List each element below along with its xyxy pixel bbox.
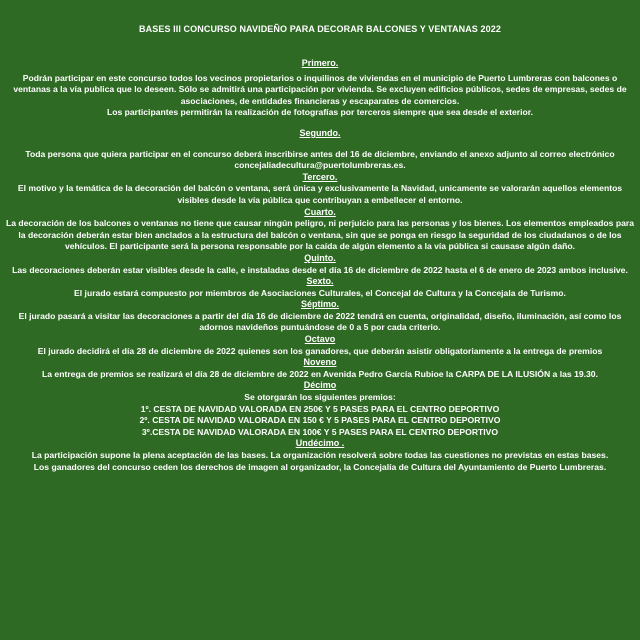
prize-first: 1º. CESTA DE NAVIDAD VALORADA EN 250€ Y 5 PASES PARA EL CENTRO DEPORTIVO xyxy=(140,403,500,414)
section-heading: Séptimo. xyxy=(300,299,339,310)
section-noveno xyxy=(4,357,636,380)
section-sexto xyxy=(4,276,636,299)
section-primero xyxy=(4,58,636,119)
section-heading: Cuarto. xyxy=(304,206,336,217)
section-paragraph: Los ganadores del concurso ceden los derechos de imagen al organizador, la Concejalía de Cultura del Ayuntamiento de Puerto Lumbreras. xyxy=(33,461,607,472)
section-heading: Undécimo . xyxy=(295,438,345,449)
section-cuarto xyxy=(4,207,636,253)
section-undecimo xyxy=(4,438,636,473)
section-quinto xyxy=(4,253,636,276)
section-septimo xyxy=(4,299,636,334)
section-tercero xyxy=(4,172,636,207)
section-decimo xyxy=(4,380,636,438)
section-paragraph: La decoración de los balcones o ventanas no tiene que causar ningún peligro, ni perjuicio para las personas y los bienes. Los elementos empleados para la decoración deberán estar bien anclados a la estructura del balcón o ventana, sin que se ponga en riesgo la seguridad de los ciudadanos o de los vehículos. El participante será la persona responsable por la caída de algún elemento a la vía pública si causase algún daño. xyxy=(5,218,634,252)
section-paragraph: Los participantes permitirán la realización de fotografías por terceros siempre que sea desde el exterior. xyxy=(106,107,534,118)
section-paragraph: La participación supone la plena aceptación de las bases. La organización resolverá sobre todas las cuestiones no previstas en estas bases. xyxy=(31,450,609,460)
section-heading: Tercero. xyxy=(302,171,338,182)
section-heading: Octavo xyxy=(304,334,336,345)
section-octavo xyxy=(4,334,636,357)
section-heading: Sexto. xyxy=(306,276,334,287)
section-paragraph: El jurado estará compuesto por miembros de Asociaciones Culturales, el Concejal de Cultura y la Concejala de Turismo. xyxy=(74,287,566,298)
document-title: BASES III CONCURSO NAVIDEÑO PARA DECORAR BALCONES Y VENTANAS 2022 xyxy=(139,24,501,34)
section-paragraph: El jurado pasará a visitar las decoraciones a partir del día 16 de diciembre de 2022 tendrá en cuenta, originalidad, diseño, iluminación, así como los adornos navideños puntuándose de 0 a 5 por cada criterio. xyxy=(18,310,622,333)
section-heading: Quinto. xyxy=(304,252,336,263)
prize-second: 2º. CESTA DE NAVIDAD VALORADA EN 150 € Y 5 PASES PARA EL CENTRO DEPORTIVO xyxy=(139,415,501,426)
section-heading: Décimo xyxy=(303,380,337,391)
section-paragraph: El jurado decidirá el día 28 de diciembre de 2022 quienes son los ganadores, que deberán asistir obligatoriamente a la entrega de premios xyxy=(37,345,603,356)
prize-third: 3º.CESTA DE NAVIDAD VALORADA EN 100€ Y 5 PASES PARA EL CENTRO DEPORTIVO xyxy=(141,426,499,437)
section-paragraph: Toda persona que quiera participar en el concurso deberá inscribirse antes del 16 de diciembre, enviando el anexo adjunto al correo electrónico concejaliadecultura@puertolumbreras.es. xyxy=(25,148,615,171)
section-paragraph: Las decoraciones deberán estar visibles desde la calle, e instaladas desde el día 16 de diciembre de 2022 hasta el 6 de enero de 2023 ambos inclusive. xyxy=(12,264,628,275)
section-paragraph: La entrega de premios se realizará el día 28 de diciembre de 2022 en Avenida Pedro García Rubioe la CARPA DE LA ILUSIÓN a las 19.30. xyxy=(42,368,598,379)
section-heading: Segundo. xyxy=(299,127,341,138)
section-paragraph: El motivo y la temática de la decoración del balcón o ventana, será única y exclusivamente la Navidad, unicamente se valorarán aquellos elementos visibles desde la vía pública que contribuyan a embellecer el entorno. xyxy=(17,183,623,205)
section-heading: Noveno xyxy=(303,357,337,368)
section-segundo xyxy=(4,128,636,172)
section-heading: Primero. xyxy=(301,58,339,68)
section-paragraph: Se otorgarán los siguientes premios: xyxy=(244,392,396,403)
section-paragraph: Podrán participar en este concurso todos los vecinos propietarios o inquilinos de viviendas en el municipio de Puerto Lumbreras con balcones o ventanas a la vía publica que lo deseen. Sólo se admitirá una participación por vivienda. Se excluyen edificios públicos, sedes de empresas, sedes de asociaciones, de entidades financieras y escaparates de comercios. xyxy=(13,72,627,106)
